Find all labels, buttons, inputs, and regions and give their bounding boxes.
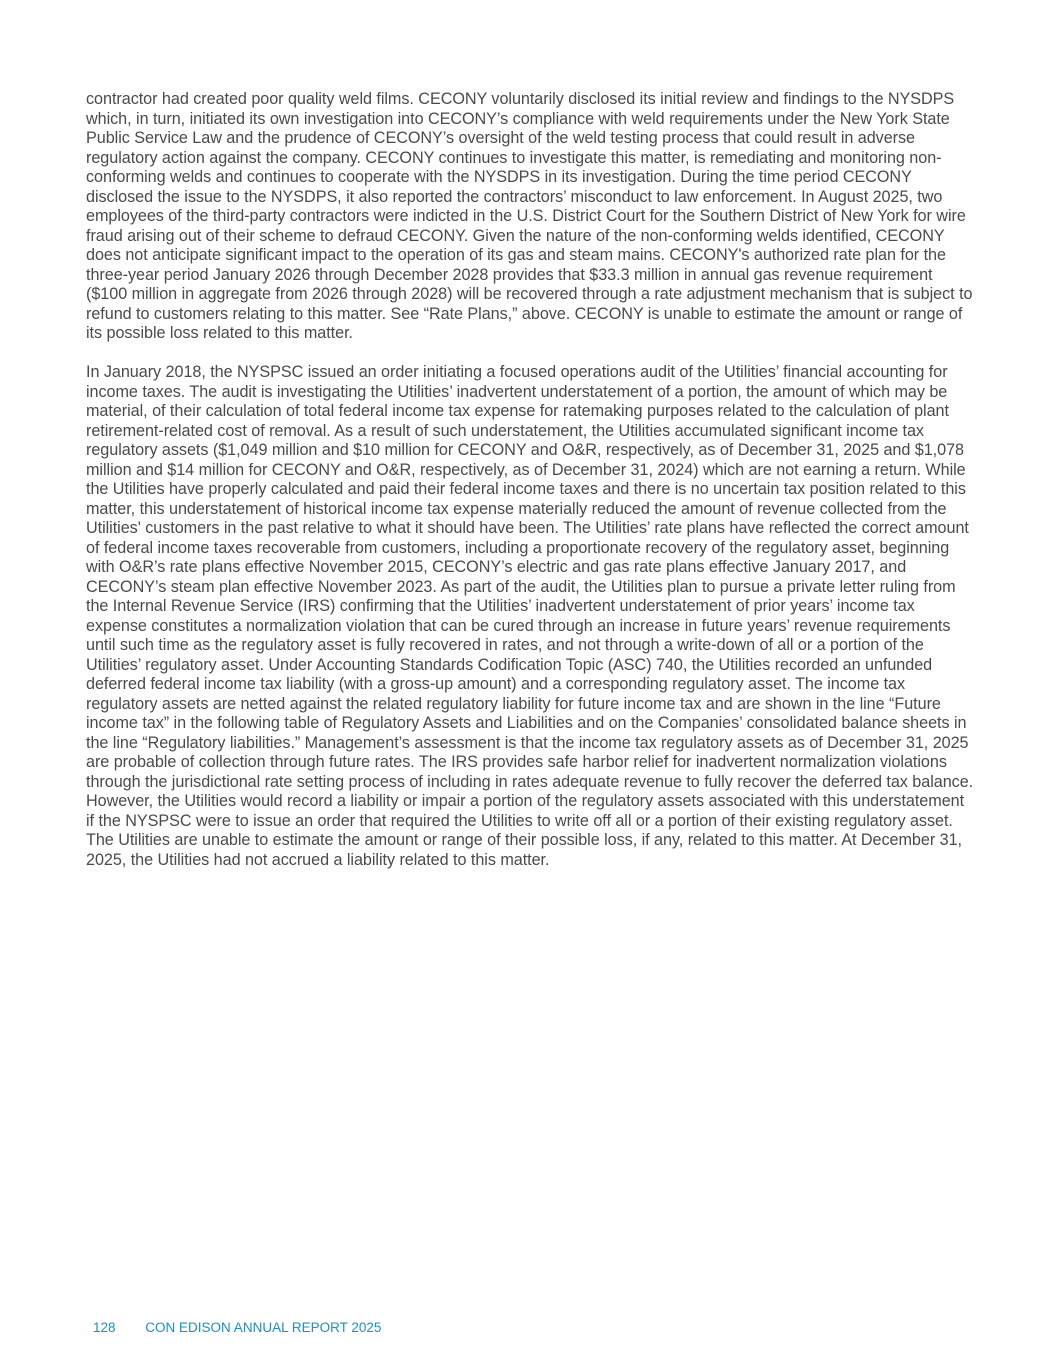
page-number: 128: [93, 1320, 116, 1335]
paragraph-income-tax-audit: In January 2018, the NYSPSC issued an order initiating a focused operations audit of the Utilities’ financial accounting for income taxes. The audit is investigating the Utilities’ inadvertent understatement of a portion, the amount of which may be material, of their calculation of total federal income tax expense for ratemaking purposes related to the calculation of plant retirement-related cost of removal. As a result of such understatement, the Utilities accumulated significant income tax regulatory assets ($1,049 million and $10 million for CECONY and O&R, respectively, as of December 31, 2025 and $1,078 million and $14 million for CECONY and O&R, respectively, as of December 31, 2024) which are not earning a return. While the Utilities have properly calculated and paid their federal income taxes and there is no uncertain tax position related to this matter, this understatement of historical income tax expense materially reduced the amount of revenue collected from the Utilities' customers in the past relative to what it should have been. The Utilities’ rate plans have reflected the correct amount of federal income taxes recoverable from customers, including a proportionate recovery of the regulatory asset, beginning with O&R’s rate plans effective November 2015, CECONY’s electric and gas rate plans effective January 2017, and CECONY’s steam plan effective November 2023. As part of the audit, the Utilities plan to pursue a private letter ruling from the Internal Revenue Service (IRS) confirming that the Utilities’ inadvertent understatement of prior years’ income tax expense constitutes a normalization violation that can be cured through an increase in future years’ revenue requirements until such time as the regulatory asset is fully recovered in rates, and not through a write-down of all or a portion of the Utilities’ regulatory asset. Under Accounting Standards Codification Topic (ASC) 740, the Utilities recorded an unfunded deferred federal income tax liability (with a gross-up amount) and a corresponding regulatory asset. The income tax regulatory assets are netted against the related regulatory liability for future income tax and are shown in the line “Future income tax” in the following table of Regulatory Assets and Liabilities and on the Companies’ consolidated balance sheets in the line “Regulatory liabilities.” Management’s assessment is that the income tax regulatory assets as of December 31, 2025 are probable of collection through future rates. The IRS provides safe harbor relief for inadvertent normalization violations through the jurisdictional rate setting process of including in rates adequate revenue to fully recover the deferred tax balance. However, the Utilities would record a liability or impair a portion of the regulatory assets associated with this understatement if the NYSPSC were to issue an order that required the Utilities to write off all or a portion of their existing regulatory asset. The Utilities are unable to estimate the amount or range of their possible loss, if any, related to this matter. At December 31, 2025, the Utilities had not accrued a liability related to this matter.: [86, 363, 974, 869]
report-title: CON EDISON ANNUAL REPORT 2025: [145, 1320, 382, 1335]
document-body: [86, 90, 976, 890]
paragraph-weld-investigation: contractor had created poor quality weld films. CECONY voluntarily disclosed its initial review and findings to the NYSDPS which, in turn, initiated its own investigation into CECONY’s compliance with weld requirements under the New York State Public Service Law and the prudence of CECONY’s oversight of the weld testing process that could result in adverse regulatory action against the company. CECONY continues to investigate this matter, is remediating and monitoring non-conforming welds and continues to cooperate with the NYSDPS in its investigation. During the time period CECONY disclosed the issue to the NYSDPS, it also reported the contractors’ misconduct to law enforcement. In August 2025, two employees of the third-party contractors were indicted in the U.S. District Court for the Southern District of New York for wire fraud arising out of their scheme to defraud CECONY. Given the nature of the non-conforming welds identified, CECONY does not anticipate significant impact to the operation of its gas and steam mains. CECONY's authorized rate plan for the three-year period January 2026 through December 2028 provides that $33.3 million in annual gas revenue requirement ($100 million in aggregate from 2026 through 2028) will be recovered through a rate adjustment mechanism that is subject to refund to customers relating to this matter. See “Rate Plans,” above. CECONY is unable to estimate the amount or range of its possible loss related to this matter.: [86, 90, 973, 342]
page-footer: [93, 1320, 381, 1335]
